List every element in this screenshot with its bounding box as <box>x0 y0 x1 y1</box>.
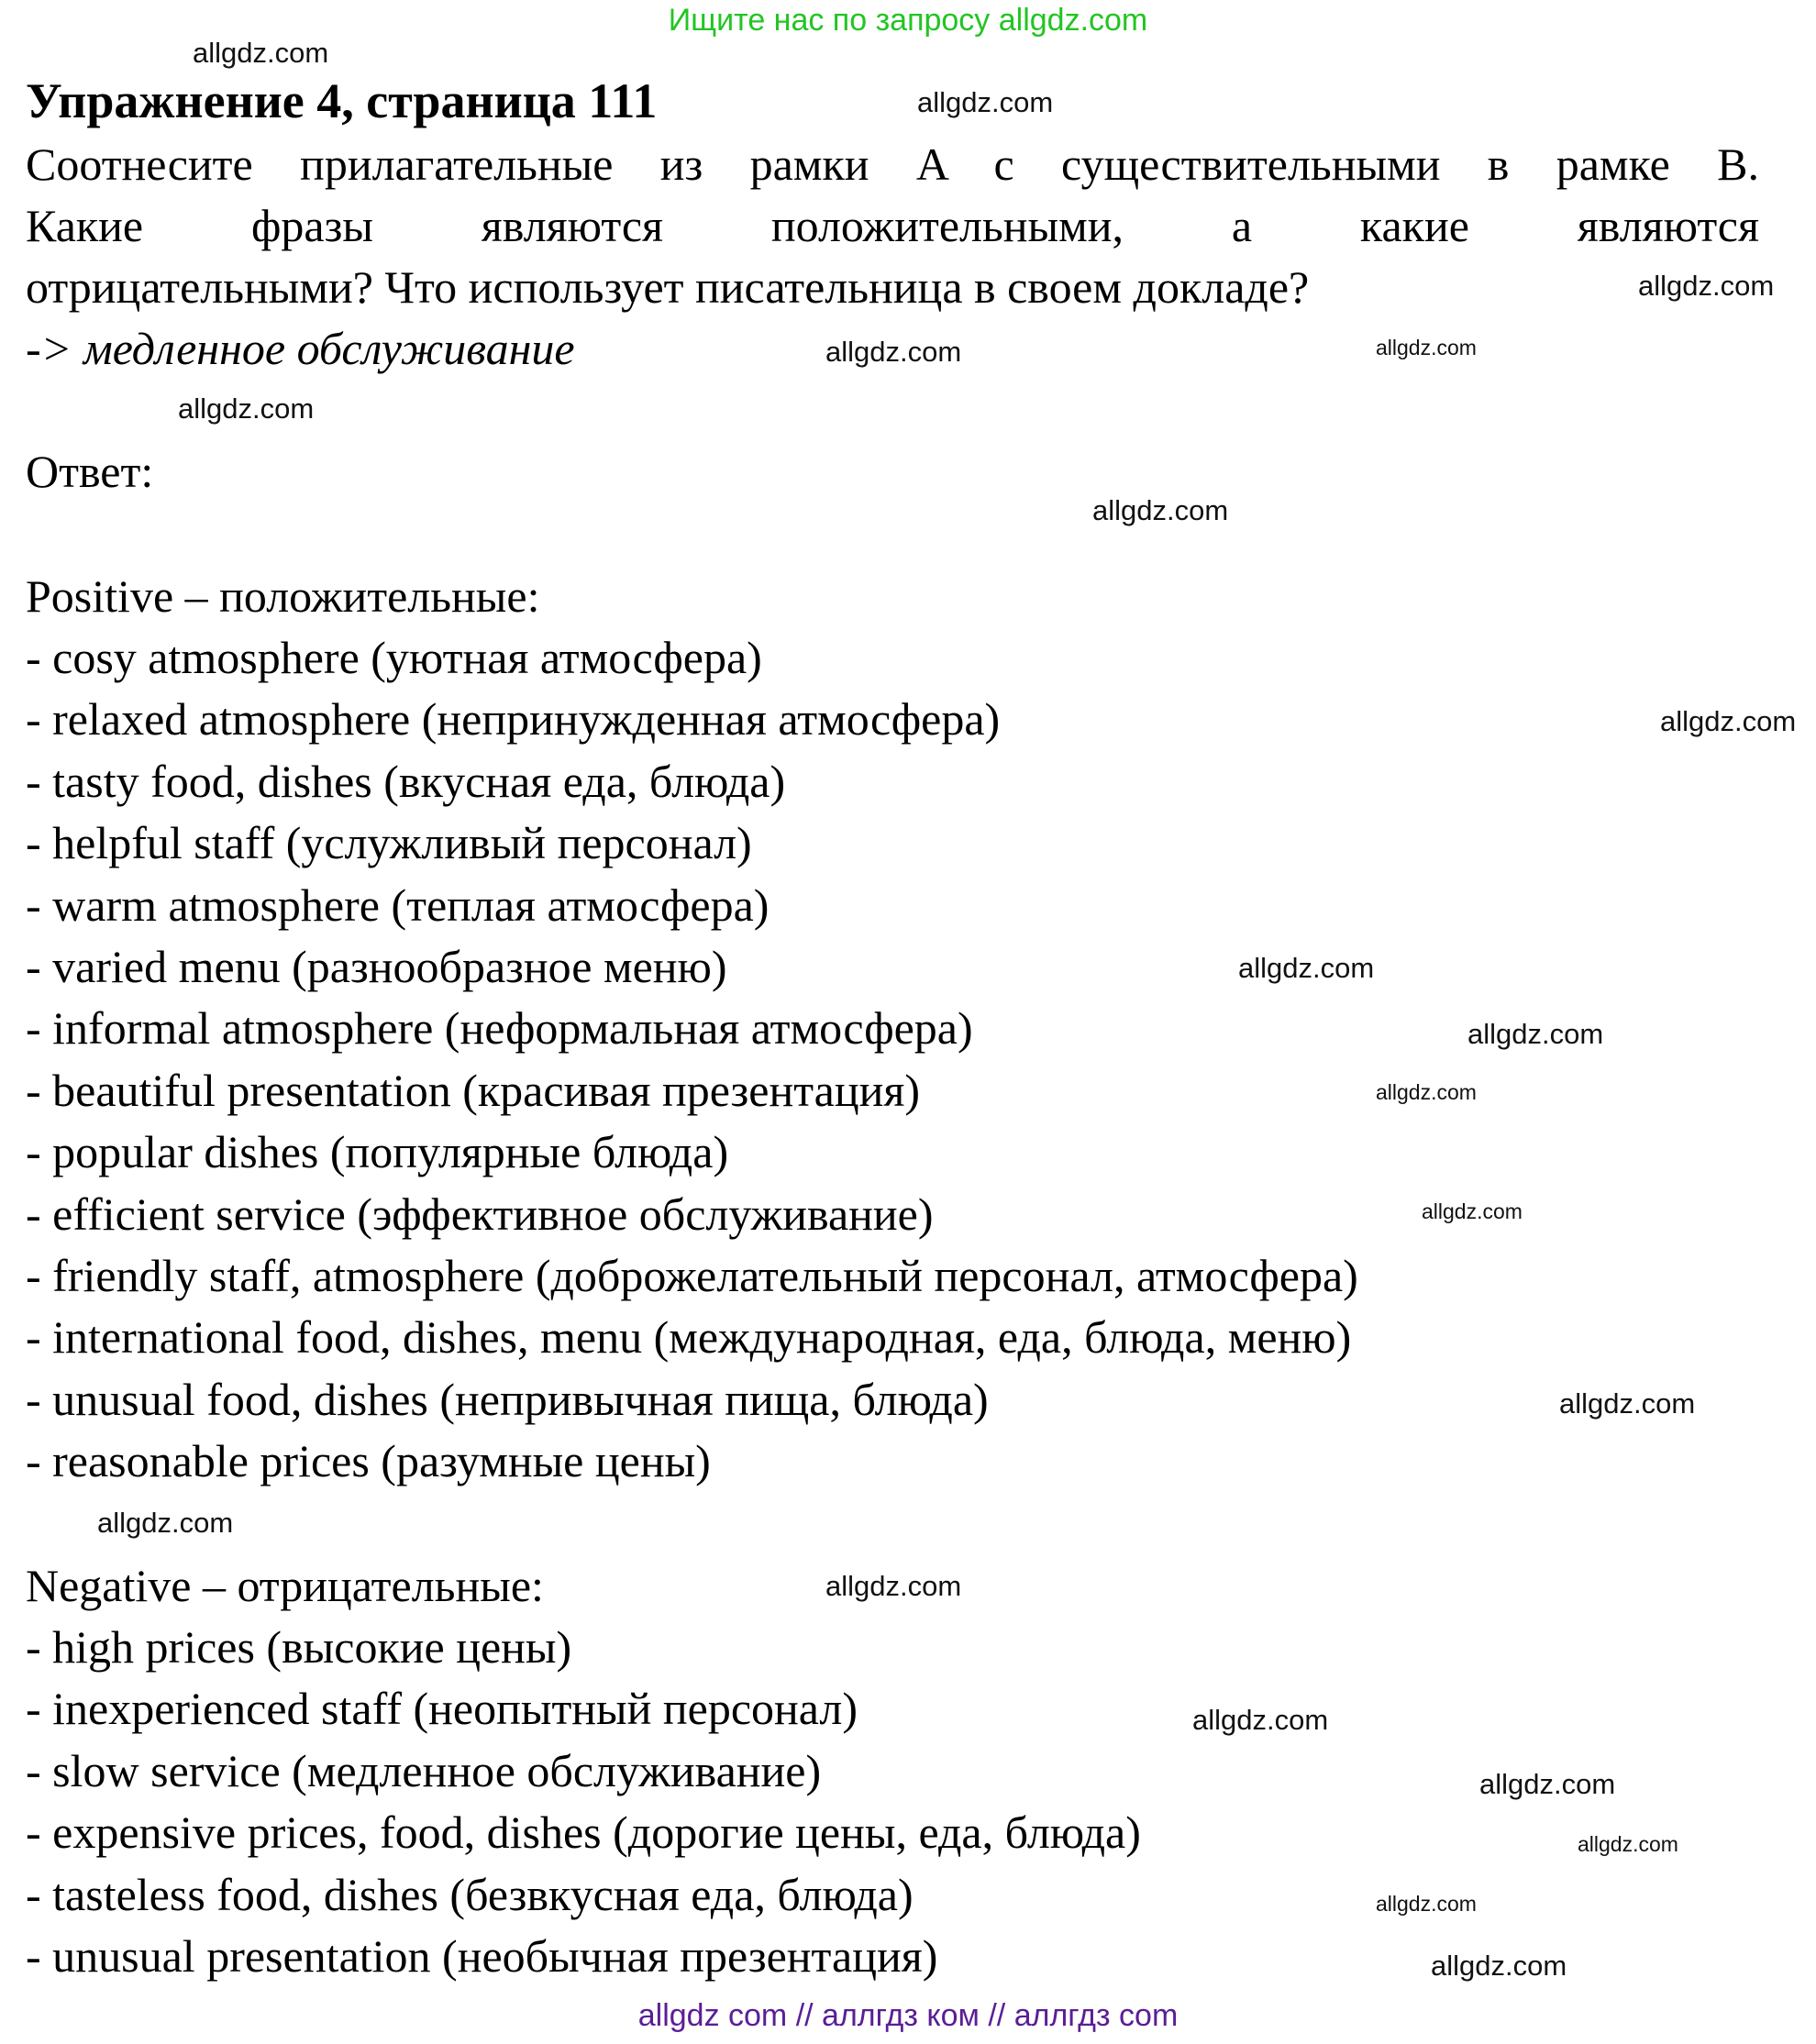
watermark-text: allgdz.com <box>825 1570 962 1602</box>
watermark-text: allgdz.com <box>1467 1018 1604 1050</box>
positive-heading: Positive – положительные: <box>26 570 540 622</box>
list-item: - high prices (высокие цены) <box>26 1621 572 1673</box>
watermark-text: allgdz.com <box>1578 1832 1678 1856</box>
watermark-text: allgdz.com <box>193 37 329 69</box>
watermark-text: allgdz.com <box>1638 270 1775 302</box>
task-line: Соотнесите прилагательные из рамки A с существительными в рамке B. <box>26 138 1759 190</box>
watermark-text: allgdz.com <box>1238 952 1375 984</box>
watermark-text: allgdz.com <box>178 392 315 425</box>
list-item: - varied menu (разнообразное меню) <box>26 941 727 992</box>
watermark-text: allgdz.com <box>1376 1892 1477 1916</box>
list-item: - helpful staff (услужливый персонал) <box>26 817 752 868</box>
watermark-text: allgdz.com <box>1660 705 1797 737</box>
watermark-text: allgdz.com <box>97 1507 234 1539</box>
list-item: - inexperienced staff (неопытный персонал) <box>26 1683 858 1734</box>
watermark-text: allgdz.com <box>1422 1199 1523 1223</box>
watermark-text: allgdz.com <box>1376 1080 1477 1104</box>
list-item: - friendly staff, atmosphere (доброжелательный персонал, атмосфера) <box>26 1250 1358 1301</box>
list-item: - tasty food, dishes (вкусная еда, блюда) <box>26 756 786 807</box>
list-item: - informal atmosphere (неформальная атмосфера) <box>26 1002 973 1054</box>
search-banner: Ищите нас по запросу allgdz.com <box>668 3 1148 38</box>
list-item: - international food, dishes, menu (международная, еда, блюда, меню) <box>26 1311 1352 1363</box>
watermark-text: allgdz.com <box>1559 1387 1696 1420</box>
exercise-title: Упражнение 4, страница 111 <box>26 73 658 128</box>
footer-links: allgdz com // аллгдз ком // аллгдз com <box>637 1998 1179 2033</box>
watermark-text: allgdz.com <box>1376 336 1477 359</box>
negative-heading: Negative – отрицательные: <box>26 1560 544 1611</box>
watermark-text: allgdz.com <box>917 86 1054 118</box>
list-item: - expensive prices, food, dishes (дорогие цены, еда, блюда) <box>26 1806 1141 1858</box>
list-item: - popular dishes (популярные блюда) <box>26 1126 729 1177</box>
list-item: - unusual food, dishes (непривычная пища, блюда) <box>26 1374 989 1425</box>
answer-label: Ответ: <box>26 446 154 497</box>
watermark-text: allgdz.com <box>1431 1950 1567 1982</box>
list-item: - warm atmosphere (теплая атмосфера) <box>26 879 770 931</box>
list-item: - efficient service (эффективное обслуживание) <box>26 1188 934 1240</box>
list-item: - tasteless food, dishes (безвкусная еда, блюда) <box>26 1869 914 1920</box>
list-item: - beautiful presentation (красивая презентация) <box>26 1065 921 1116</box>
list-item: - unusual presentation (необычная презентация) <box>26 1930 938 1982</box>
watermark-text: allgdz.com <box>1192 1704 1329 1736</box>
task-line: отрицательными? Что использует писательница в своем докладе? <box>26 261 1310 313</box>
list-item: - reasonable prices (разумные цены) <box>26 1435 711 1486</box>
example-phrase: -> медленное обслуживание <box>26 323 575 374</box>
watermark-text: allgdz.com <box>825 336 962 368</box>
list-item: - slow service (медленное обслуживание) <box>26 1745 822 1796</box>
list-item: - relaxed atmosphere (непринужденная атмосфера) <box>26 693 1001 745</box>
watermark-text: allgdz.com <box>1479 1768 1616 1800</box>
task-line: Какие фразы являются положительными, а какие являются <box>26 200 1759 251</box>
list-item: - cosy atmosphere (уютная атмосфера) <box>26 632 762 683</box>
watermark-text: allgdz.com <box>1092 494 1229 526</box>
